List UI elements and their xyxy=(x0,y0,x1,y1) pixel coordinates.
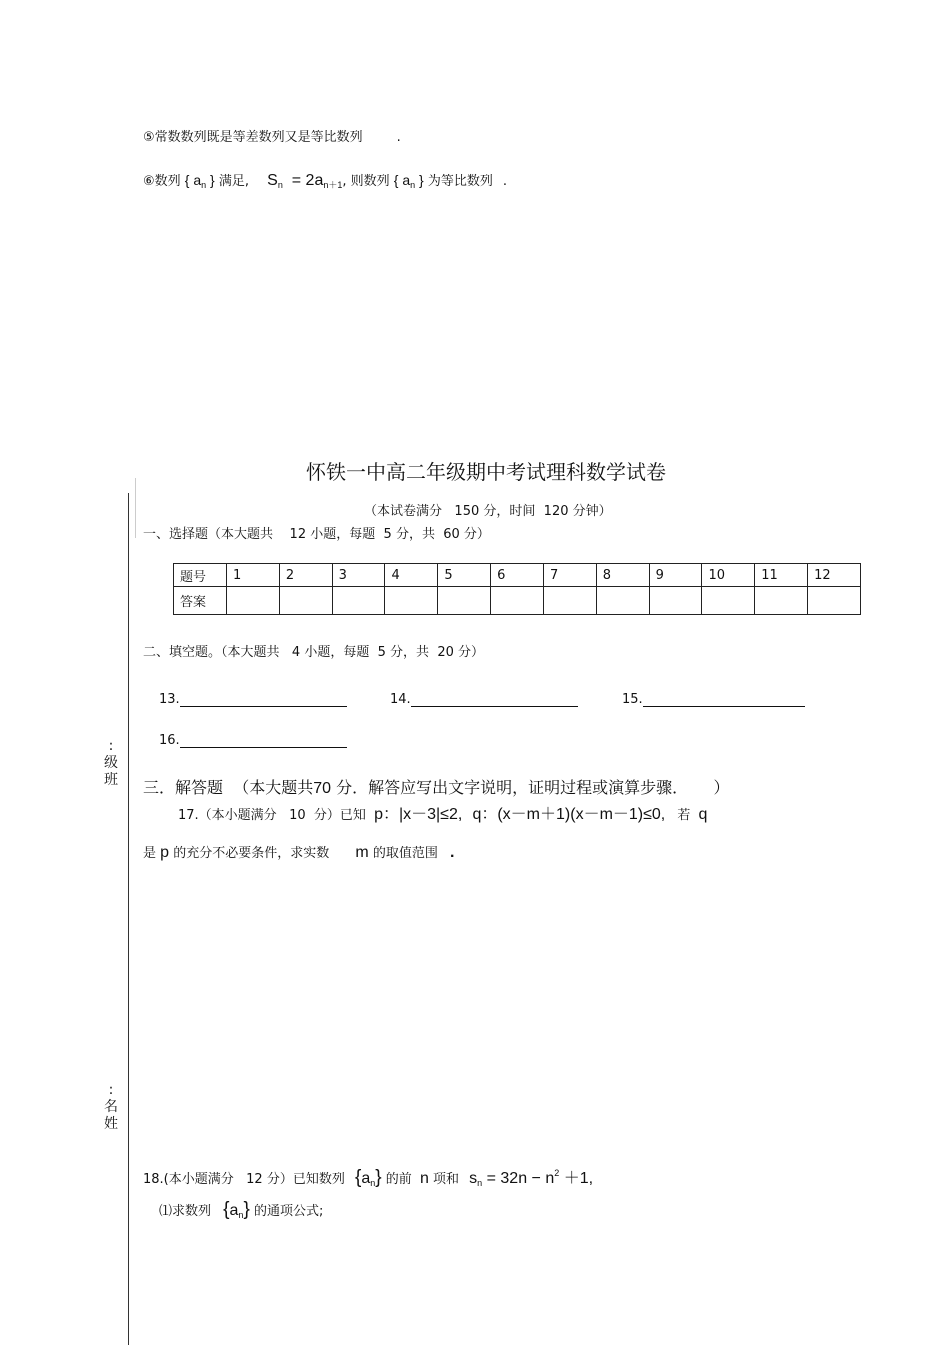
answer-cell[interactable] xyxy=(279,587,332,615)
answer-cell[interactable] xyxy=(332,587,385,615)
answer-cell[interactable] xyxy=(491,587,544,615)
section-1-heading: 一、选择题（本大题共 12 小题，每题 5 分，共 60 分） xyxy=(143,527,490,542)
question-number-cell: 8 xyxy=(596,564,649,587)
answer-cell[interactable] xyxy=(649,587,702,615)
answer-cell[interactable] xyxy=(227,587,280,615)
question-17: 17.（本小题满分 10 分）已知 p：|x－3|≤2, q：(x－m＋1)(x－m－1)≤0, 若 q xyxy=(178,806,708,823)
blank-15[interactable]: 15. xyxy=(622,691,805,707)
exam-title: 怀铁一中高二年级期中考试理科数学试卷 xyxy=(306,460,666,484)
exam-subtitle: （本试卷满分 150 分，时间 120 分钟） xyxy=(364,504,612,519)
answer-table xyxy=(173,563,861,615)
question-number-cell: 2 xyxy=(279,564,332,587)
answer-cell[interactable] xyxy=(596,587,649,615)
answer-cell[interactable] xyxy=(808,587,861,615)
answer-cell[interactable] xyxy=(755,587,808,615)
answer-cell[interactable] xyxy=(702,587,755,615)
section-2-heading: 二、填空题。（本大题共 4 小题，每题 5 分，共 20 分） xyxy=(143,645,485,660)
blank-13[interactable]: 13. xyxy=(159,691,347,707)
row-label-question-number: 题号 xyxy=(174,564,227,587)
question-number-cell: 3 xyxy=(332,564,385,587)
question-number-cell: 7 xyxy=(543,564,596,587)
question-number-cell: 11 xyxy=(755,564,808,587)
answer-cell[interactable] xyxy=(438,587,491,615)
answer-cell[interactable] xyxy=(543,587,596,615)
statement-5: ⑤常数数列既是等差数列又是等比数列 . xyxy=(143,130,401,145)
question-18-part-1: ⑴求数列 $\{a_n\}$ 的通项公式; xyxy=(159,1199,324,1220)
binding-margin-line-short xyxy=(135,478,136,538)
question-number-cell: 9 xyxy=(649,564,702,587)
answer-cell[interactable] xyxy=(385,587,438,615)
section-3-heading: 三．解答题 （本大题共70 分．解答应写出文字说明，证明过程或演算步骤． ） xyxy=(143,778,730,797)
blank-14[interactable]: 14. xyxy=(390,691,578,707)
blank-16[interactable]: 16. xyxy=(159,732,347,748)
question-number-cell: 12 xyxy=(808,564,861,587)
statement-6: ⑥数列 { $a_n$ } 满足, $S_n = 2a_{n+1}$, 则数列 { $a_n$ } 为等比数列 . xyxy=(143,172,508,190)
row-label-answer: 答案 xyxy=(174,587,227,615)
question-18: 18.(本小题满分 12 分）已知数列 $\{a_n\}$ 的前 n 项和 $s_n = 32n - n^2 +1$, xyxy=(143,1167,594,1188)
name-label: : 名 姓 xyxy=(104,1082,118,1132)
class-label: : 级 班 xyxy=(104,738,118,788)
answer-row xyxy=(174,587,861,615)
question-17-line-2: 是 p 的充分不必要条件，求实数 m 的取值范围 . xyxy=(143,844,455,861)
question-number-cell: 4 xyxy=(385,564,438,587)
question-number-cell: 5 xyxy=(438,564,491,587)
question-number-row xyxy=(174,564,861,587)
question-number-cell: 10 xyxy=(702,564,755,587)
binding-margin-line xyxy=(128,493,129,1345)
question-number-cell: 1 xyxy=(227,564,280,587)
question-number-cell: 6 xyxy=(491,564,544,587)
